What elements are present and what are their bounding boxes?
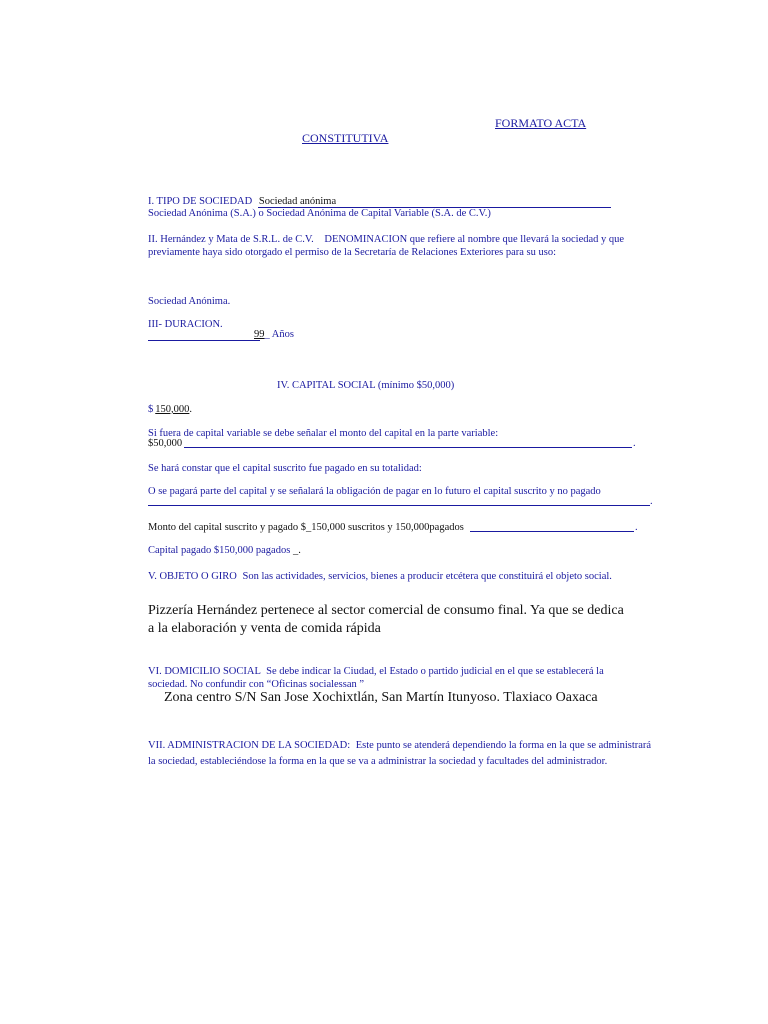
section1-value: Sociedad anónima: [258, 196, 337, 207]
section4-amount-prefix: $: [148, 404, 154, 415]
section1-note: Sociedad Anónima (S.A.) o Sociedad Anónima de Capital Variable (S.A. de C.V.): [148, 208, 491, 219]
title-line-1: FORMATO ACTA: [495, 116, 587, 130]
section3-label: III- DURACION.: [148, 319, 223, 330]
section1-label: I. TIPO DE SOCIEDAD: [148, 196, 253, 207]
section6-value: Zona centro S/N San Jose Xochixtlán, San Martín Itunyoso. Tlaxiaco Oaxaca: [164, 690, 598, 705]
section3-fill-line: [148, 340, 260, 341]
section7-label: VII. ADMINISTRACION DE LA SOCIEDAD:: [148, 740, 351, 751]
section4-capital-paid-row: Capital pagado $150,000 pagados _.: [148, 545, 301, 556]
title-line-2: CONSTITUTIVA: [302, 131, 389, 145]
section4-subscribed-line: [470, 531, 634, 532]
section4-partial-line: [148, 505, 650, 506]
section3-years: 99: [254, 329, 265, 340]
section1-row: [148, 196, 336, 207]
section4-subscribed: Monto del capital suscrito y pagado $_150,000 suscritos y 150,000pagados: [148, 522, 464, 533]
section5-label: V. OBJETO O GIRO: [148, 571, 237, 582]
section5-value-line1: Pizzería Hernández pertenece al sector comercial de consumo final. Ya que se dedica: [148, 603, 624, 618]
section5-value-line2: a la elaboración y venta de comida rápida: [148, 621, 381, 636]
section4-variable-line: [184, 447, 632, 448]
section5-row: [148, 571, 612, 582]
section7-description: Este punto se atenderá dependiendo la forma en la que se administrará: [355, 740, 652, 751]
section3-suffix: Años: [271, 329, 294, 340]
section2-value: Sociedad Anónima.: [148, 296, 231, 307]
section5-description: Son las actividades, servicios, bienes a producir etcétera que constituirá el objeto social.: [242, 571, 612, 582]
section7-row: [148, 740, 651, 751]
section4-amount: 150,000: [155, 404, 190, 415]
section4-amount-row: $ 150,000.: [148, 404, 192, 415]
section2-label-cont: previamente haya sido otorgado el permiso de la Secretaría de Relaciones Exteriores para su uso:: [148, 247, 556, 258]
section4-variable-note: Si fuera de capital variable se debe señalar el monto del capital en la parte variable:: [148, 428, 499, 439]
section2-prefix: II. Hernández y Mata de S.R.L. de C.V.: [148, 234, 314, 245]
section4-variable-amount: $50,000: [148, 438, 183, 449]
section4-heading: IV. CAPITAL SOCIAL (mínimo $50,000): [277, 380, 455, 391]
section6-description-cont: sociedad. No confundir con “Oficinas socialessan ”: [148, 679, 365, 690]
section2-label: DENOMINACION que refiere al nombre que llevará la sociedad y que: [324, 234, 625, 245]
section4-partial-note: O se pagará parte del capital y se señalará la obligación de pagar en lo futuro el capital suscrito y no pagado: [148, 486, 601, 497]
section6-label: VI. DOMICILIO SOCIAL: [148, 666, 261, 677]
section6-row: [148, 666, 604, 677]
section2-row: [148, 234, 624, 245]
section7-description-cont: la sociedad, estableciéndose la forma en la que se va a administrar la sociedad y facultades del administrador.: [148, 756, 608, 767]
section4-capital-paid: Capital pagado $150,000 pagados: [148, 545, 291, 556]
section4-paid-note: Se hará constar que el capital suscrito fue pagado en su totalidad:: [148, 463, 422, 474]
section6-description: Se debe indicar la Ciudad, el Estado o partido judicial en el que se establecerá la: [266, 666, 604, 677]
section3-row: 99_ Años: [254, 329, 294, 340]
